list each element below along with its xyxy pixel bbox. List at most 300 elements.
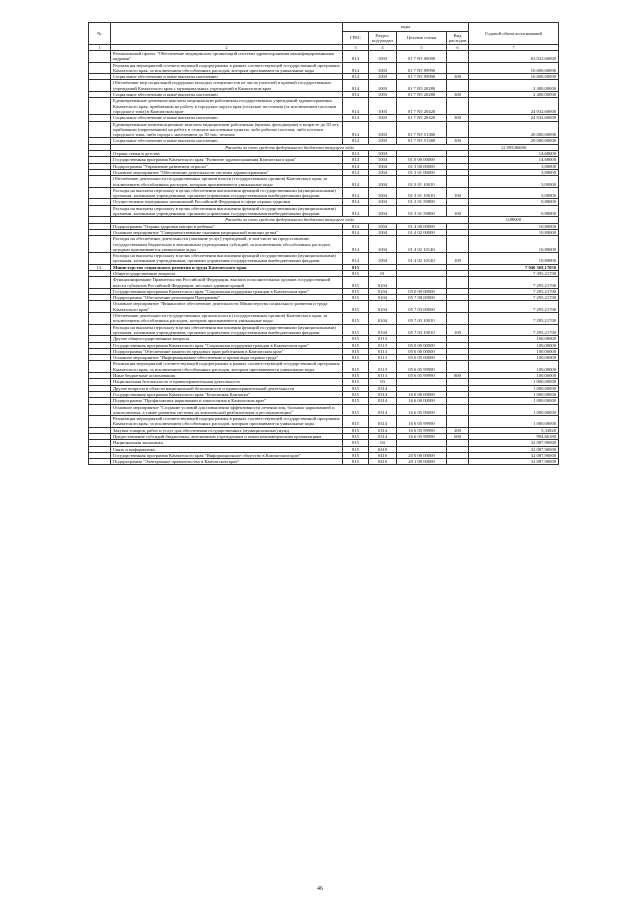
row-name: Реализация мероприятий соответствующей подпрограммы в рамках соответствующей государственной программы Камчатского края, за исключением обособленных расходов, которым присваиваются уникальные коды [111, 62, 343, 74]
row-target: 05 7 03 00000 [397, 301, 447, 313]
row-target: 01 3 01 10010 [397, 176, 447, 188]
row-expense-type: 300 [447, 92, 469, 98]
row-amount: 0,88000 [469, 205, 559, 217]
row-grbs: 814 [343, 205, 369, 217]
row-amount: 7 295,21700 [469, 324, 559, 336]
row-grbs: 815 [343, 336, 369, 342]
row-section: 1004 [369, 229, 397, 235]
header-name [111, 23, 343, 45]
row-amount: 32 087,90000 [469, 459, 559, 465]
row-target: 01 4 02 00000 [397, 229, 447, 235]
row-grbs: 814 [343, 115, 369, 121]
row-target: 01 7 N5 99990 [397, 74, 447, 80]
row-name: Расходы на выплаты персоналу в целях обеспечения выполнения функций государственными (муниципальными) органами, казенными учреждениями, органами управления государственными внебюджетными фондами [111, 324, 343, 336]
index-cell: 3 [343, 45, 369, 51]
table-row [89, 361, 559, 373]
index-cell: 6 [447, 45, 469, 51]
row-expense-type [447, 121, 469, 138]
row-amount: 14,68000 [469, 157, 559, 163]
row-name: Основное мероприятие "Финансовое обеспечение деятельности Министерства социального развития и труда Камчатского края" [111, 301, 343, 313]
row-name: Единовременные денежные выплаты медицинским работникам государственных учреждений здравоохранения Камчатского края, прибывшим на работу в городские округа края (сельские поселения (за исключением поселков городского типа) в Камчатском крае [111, 98, 343, 115]
row-target: 16 6 05 99990 [397, 427, 447, 433]
row-grbs: 815 [343, 385, 369, 391]
budget-table [88, 22, 559, 465]
note-text: Расходы за счет средств федерального бюджета текущего года [111, 217, 469, 223]
row-target: 01 3 01 00000 [397, 169, 447, 175]
row-target: 01 7 N5 20280 [397, 92, 447, 98]
row-grbs: 815 [343, 270, 369, 276]
row-section: 0104 [369, 288, 397, 294]
row-amount: 14,68000 [469, 151, 559, 157]
row-section: 1004 [369, 236, 397, 253]
row-name: Расходы на выплаты персоналу в целях обеспечения выполнения функций государственными (муниципальными) органами, казенными учреждениями, органами управления государственными внебюджетными фондами [111, 205, 343, 217]
row-section: 1004 [369, 223, 397, 229]
note-text: Расходы за счет средств федерального бюджета текущего года [111, 144, 469, 150]
row-amount: 10,80000 [469, 236, 559, 253]
row-name: Закупка товаров, работ и услуг для обеспечения государственных (муниципальных) нужд [111, 427, 343, 433]
row-target: 01 7 N5 20280 [397, 80, 447, 92]
header-grbs: ГРБС [343, 32, 369, 45]
row-amount: 7 395,21700 [469, 270, 559, 276]
row-expense-type [447, 98, 469, 115]
row-name: Подпрограмма "Профилактика наркомании и алкоголизма в Камчатском крае" [111, 398, 343, 404]
row-target: 20 0 00 00000 [397, 452, 447, 458]
row-target: 01 3 01 59800 [397, 199, 447, 205]
row-section: 0104 [369, 277, 397, 289]
row-name: Основное мероприятие "Совершенствование оказания медицинской помощи детям" [111, 229, 343, 235]
row-grbs: 815 [343, 398, 369, 404]
row-section: 1003 [369, 98, 397, 115]
row-grbs: 815 [343, 342, 369, 348]
row-amount: 20 000,00000 [469, 121, 559, 138]
row-amount: 5,33820 [469, 427, 559, 433]
row-amount: 32 087,90000 [469, 440, 559, 446]
row-expense-type [447, 80, 469, 92]
row-section: 0113 [369, 355, 397, 361]
row-amount: 1 000,00000 [469, 416, 559, 428]
row-name: Государственная программа Камчатского края "Информационное общество в Камчатском крае" [111, 452, 343, 458]
row-expense-type: 300 [447, 74, 469, 80]
row-target: 01 7 N5 51380 [397, 138, 447, 144]
row-section: 03 [369, 379, 397, 385]
table-row [89, 187, 559, 199]
row-expense-type [447, 459, 469, 465]
row-amount: 100,00000 [469, 348, 559, 354]
row-name: Подпрограмма "Обеспечение занятости трудовых прав работников в Камчатском крае" [111, 348, 343, 354]
row-section: 1003 [369, 51, 397, 63]
row-grbs: 815 [343, 277, 369, 289]
row-number [89, 187, 111, 199]
table-row [89, 80, 559, 92]
row-section: 0104 [369, 301, 397, 313]
table-row [89, 301, 559, 313]
row-grbs: 814 [343, 223, 369, 229]
table-row [89, 98, 559, 115]
table-row [89, 459, 559, 465]
row-name: Министерство социального развития и труда Камчатского края [111, 264, 343, 270]
row-grbs: 815 [343, 434, 369, 440]
row-grbs: 815 [343, 459, 369, 465]
row-grbs: 814 [343, 157, 369, 163]
row-section: 0113 [369, 373, 397, 379]
row-amount: 10,80000 [469, 253, 559, 265]
header-expense: Вид расходов [447, 32, 469, 45]
table-row [89, 62, 559, 74]
row-section: 1003 [369, 138, 397, 144]
row-number [89, 277, 111, 289]
row-amount: 100,00000 [469, 342, 559, 348]
row-grbs: 814 [343, 98, 369, 115]
note-amount: 12 095,86600 [469, 144, 559, 150]
row-expense-type: 800 [447, 373, 469, 379]
row-section: 1004 [369, 157, 397, 163]
table-row [89, 277, 559, 289]
row-target: 05 6 05 99990 [397, 373, 447, 379]
row-grbs: 815 [343, 295, 369, 301]
row-number [89, 416, 111, 428]
row-section: 0410 [369, 459, 397, 465]
row-amount: 1 000,00000 [469, 398, 559, 404]
note-amount: 0,88000 [469, 217, 559, 223]
row-grbs: 815 [343, 391, 369, 397]
row-name: Предоставление субсидий бюджетным, автономным учреждениям и иным некоммерческим организациям [111, 434, 343, 440]
row-amount: 2 400,00000 [469, 80, 559, 92]
header-codes: коды [343, 23, 469, 32]
row-grbs: 814 [343, 138, 369, 144]
row-target: 05 0 00 00000 [397, 288, 447, 294]
row-grbs: 814 [343, 169, 369, 175]
table-row [89, 121, 559, 138]
row-amount: 32 087,90000 [469, 452, 559, 458]
header-amount: Годовой объем ассигнований [469, 23, 559, 45]
row-section: 0314 [369, 398, 397, 404]
header-target: Целевая статья [397, 32, 447, 45]
row-amount: 1 000,00000 [469, 385, 559, 391]
row-section: 0113 [369, 348, 397, 354]
row-target: 01 7 N5 20420 [397, 115, 447, 121]
row-name: Подпрограмма "Электронное правительство в Камчатском крае" [111, 459, 343, 465]
table-row [89, 313, 559, 325]
row-grbs: 815 [343, 313, 369, 325]
row-section: 0314 [369, 391, 397, 397]
row-name: Государственная программа Камчатского края "Социальная поддержка граждан в Камчатском крае" [111, 288, 343, 294]
row-grbs: 815 [343, 440, 369, 446]
row-target [397, 277, 447, 289]
index-cell: 2 [111, 45, 343, 51]
row-amount: 3,00000 [469, 187, 559, 199]
row-name: Единовременные компенсационные выплаты медицинским работникам (врачам, фельдшерам) в возрасте до 50 лет, прибывшим (переехавшим) на работу в сельские населенные пункты, либо рабочие поселки, либо поселки городского типа, либо города с населением до 50 тыс. человек [111, 121, 343, 138]
row-number [89, 205, 111, 217]
row-number [89, 313, 111, 325]
row-section: 04 [369, 440, 397, 446]
page-number: 46 [317, 886, 323, 892]
row-name: Обеспечение деятельности государственных органов власти (государственных органов) Камчатского края, за исключением обособленных расходов, которым присваиваются уникальные коды [111, 313, 343, 325]
row-amount: 100,00000 [469, 355, 559, 361]
budget-document [88, 22, 558, 465]
row-name: Общегосударственные вопросы [111, 270, 343, 276]
row-grbs: 814 [343, 151, 369, 157]
row-target: 05 6 05 99990 [397, 361, 447, 373]
row-grbs: 815 [343, 373, 369, 379]
row-section: 0113 [369, 361, 397, 373]
row-section: 0314 [369, 427, 397, 433]
row-target: 05 7 03 10010 [397, 324, 447, 336]
row-name: Связь и информатика [111, 446, 343, 452]
row-target: 05 6 00 00000 [397, 348, 447, 354]
row-name: Расходы на выплаты персоналу в целях обеспечения выполнения функций государственными (муниципальными) органами, казенными учреждениями, органами управления государственными внебюджетными фондами [111, 253, 343, 265]
row-name: Другие общегосударственные вопросы [111, 336, 343, 342]
row-expense-type [447, 301, 469, 313]
row-number [89, 324, 111, 336]
row-number [89, 253, 111, 265]
row-section: 0314 [369, 416, 397, 428]
row-amount: 1 000,00000 [469, 404, 559, 416]
table-row [89, 253, 559, 265]
row-amount: 7 946 368,17050 [469, 264, 559, 270]
row-grbs: 814 [343, 253, 369, 265]
row-amount: 7 295,21700 [469, 301, 559, 313]
row-name: Социальное обеспечение и иные выплаты населению [111, 74, 343, 80]
table-row [89, 205, 559, 217]
row-section: 1003 [369, 92, 397, 98]
row-target: 05 7 00 00000 [397, 295, 447, 301]
row-section: 1003 [369, 121, 397, 138]
row-amount: 7 295,21700 [469, 313, 559, 325]
row-amount: 16 600,00000 [469, 62, 559, 74]
row-name: Социальное обеспечение и иные выплаты населению [111, 92, 343, 98]
row-section: 1003 [369, 80, 397, 92]
row-expense-type [447, 313, 469, 325]
row-grbs: 815 [343, 361, 369, 373]
row-target: 20 1 00 00000 [397, 459, 447, 465]
row-amount: 10,80000 [469, 223, 559, 229]
row-grbs: 815 [343, 379, 369, 385]
row-number [89, 80, 111, 92]
row-number [89, 301, 111, 313]
row-expense-type [447, 361, 469, 373]
row-amount: 10,80000 [469, 229, 559, 235]
row-number [89, 176, 111, 188]
row-name: Основное мероприятие "Создание условий для повышения эффективности лечения лиц, больных наркоманией и алкоголизмом, а также развития системы их комплексной реабилитации и ресоциализации" [111, 404, 343, 416]
row-section: 1004 [369, 151, 397, 157]
table-body [89, 51, 559, 465]
row-name: Региональный проект "Обеспечение медицинских организаций системы здравоохранения квалифицированными кадрами" [111, 51, 343, 63]
row-target: 05 7 03 10010 [397, 313, 447, 325]
index-cell: 4 [369, 45, 397, 51]
row-grbs: 814 [343, 121, 369, 138]
row-amount: 2 400,00000 [469, 92, 559, 98]
row-target: 01 7 N5 99990 [397, 62, 447, 74]
row-expense-type: 300 [447, 115, 469, 121]
header-no: № [89, 23, 111, 45]
row-name: Подпрограмма "Охрана здоровья матери и ребенка" [111, 223, 343, 229]
row-target: 16 0 00 00000 [397, 391, 447, 397]
header-section: Раздел, под-раздел [369, 32, 397, 45]
row-section: 0410 [369, 452, 397, 458]
row-grbs: 815 [343, 416, 369, 428]
row-section: 1004 [369, 199, 397, 205]
row-name: Подпрограмма "Управление развитием отрасли" [111, 163, 343, 169]
row-section: 1003 [369, 115, 397, 121]
row-amount: 3,88000 [469, 169, 559, 175]
row-grbs: 814 [343, 199, 369, 205]
row-target: 05 0 00 00000 [397, 342, 447, 348]
row-grbs: 814 [343, 187, 369, 199]
row-name: Государственная программа Камчатского края "Развитие здравоохранения Камчатского края" [111, 157, 343, 163]
row-grbs: 815 [343, 446, 369, 452]
table-row [89, 236, 559, 253]
row-name: Реализация мероприятий соответствующей подпрограммы в рамках соответствующей государственной программы Камчатского края, за исключением обособленных расходов, которым присваиваются уникальные коды [111, 361, 343, 373]
row-amount: 20 000,00000 [469, 138, 559, 144]
row-section: 0314 [369, 385, 397, 391]
row-grbs: 815 [343, 264, 369, 270]
row-amount: 24 032,60000 [469, 115, 559, 121]
row-expense-type: 100 [447, 253, 469, 265]
row-target: 01 7 N5 51380 [397, 121, 447, 138]
row-section: 0314 [369, 404, 397, 416]
row-section: 1004 [369, 176, 397, 188]
table-row [89, 176, 559, 188]
row-section: 01 [369, 270, 397, 276]
row-name: Другие вопросы в области национальной безопасности и правоохранительной деятельности [111, 385, 343, 391]
row-amount: 7 295,21700 [469, 295, 559, 301]
row-grbs: 814 [343, 229, 369, 235]
row-expense-type: 600 [447, 434, 469, 440]
row-name: Социальное обеспечение и иные выплаты населению [111, 138, 343, 144]
row-expense-type: 100 [447, 187, 469, 199]
row-number [89, 121, 111, 138]
row-number [89, 404, 111, 416]
row-section: 0104 [369, 324, 397, 336]
row-name: Подпрограмма "Обеспечение реализации Программы" [111, 295, 343, 301]
row-grbs: 815 [343, 452, 369, 458]
row-grbs: 814 [343, 92, 369, 98]
row-name: Осуществление переданных полномочий Российской Федерации в сфере охраны здоровья [111, 199, 343, 205]
row-section: 0104 [369, 295, 397, 301]
row-target: 01 3 01 10010 [397, 187, 447, 199]
row-number [89, 98, 111, 115]
row-grbs: 814 [343, 80, 369, 92]
row-section: 1003 [369, 74, 397, 80]
row-amount: 7 295,21700 [469, 277, 559, 289]
index-cell: 7 [469, 45, 559, 51]
table-row [89, 404, 559, 416]
row-target: 01 0 00 00000 [397, 157, 447, 163]
row-target: 01 4 00 00000 [397, 223, 447, 229]
row-target: 16 6 05 99990 [397, 434, 447, 440]
row-grbs: 815 [343, 355, 369, 361]
row-expense-type: 100 [447, 324, 469, 336]
row-number: 13. [89, 264, 111, 270]
row-amount: 3,88000 [469, 163, 559, 169]
row-name: Расходы на обеспечение деятельности (оказание услуг) учреждений, в том числе на предоставление государственным бюджетным и автономным учреждениям субсидий, за исключением обособленных расходов, которым присваиваются уникальные коды [111, 236, 343, 253]
row-target: 01 3 00 00000 [397, 163, 447, 169]
row-grbs: 814 [343, 62, 369, 74]
row-name: Расходы на выплаты персоналу в целях обеспечения выполнения функций государственными (муниципальными) органами, казенными учреждениями, органами управления государственными внебюджетными фондами [111, 187, 343, 199]
row-section: 0410 [369, 446, 397, 452]
row-amount: 100,00000 [469, 373, 559, 379]
row-expense-type [447, 176, 469, 188]
row-name: Социальное обеспечение и иные выплаты населению [111, 115, 343, 121]
row-amount: 0,88000 [469, 199, 559, 205]
row-amount: 1 000,00000 [469, 391, 559, 397]
row-grbs: 814 [343, 51, 369, 63]
index-cell: 1 [89, 45, 111, 51]
row-expense-type [447, 277, 469, 289]
row-name: Основное мероприятие "Информационное обеспечение и пропаганда охраны труда" [111, 355, 343, 361]
row-amount: 63 032,60000 [469, 51, 559, 63]
row-target: 01 3 01 59800 [397, 205, 447, 217]
row-amount: 1 000,00000 [469, 379, 559, 385]
row-amount: 994,66180 [469, 434, 559, 440]
row-section: 0104 [369, 313, 397, 325]
row-expense-type: 100 [447, 205, 469, 217]
row-number [89, 51, 111, 63]
row-grbs: 814 [343, 163, 369, 169]
row-target: 01 4 02 10140 [397, 253, 447, 265]
row-expense-type: 200 [447, 427, 469, 433]
row-grbs: 815 [343, 427, 369, 433]
index-cell: 5 [397, 45, 447, 51]
row-number [89, 62, 111, 74]
row-name: Государственная программа Камчатского края "Социальная поддержка граждан в Камчатском крае" [111, 342, 343, 348]
row-amount: 100,00000 [469, 336, 559, 342]
table-row [89, 51, 559, 63]
header-row-1 [89, 23, 559, 32]
row-expense-type [447, 416, 469, 428]
row-grbs: 815 [343, 404, 369, 416]
row-name: Реализация мероприятий соответствующей подпрограммы в рамках соответствующей государственной программы Камчатского края, за исключением обособленных расходов, которым присваиваются уникальные коды [111, 416, 343, 428]
row-section: 0113 [369, 342, 397, 348]
row-name: Охрана семьи и детства [111, 151, 343, 157]
row-target: 16 6 00 00000 [397, 398, 447, 404]
row-section: 1004 [369, 169, 397, 175]
row-grbs: 815 [343, 324, 369, 336]
row-grbs: 815 [343, 288, 369, 294]
row-amount: 24 032,60000 [469, 98, 559, 115]
row-section: 1004 [369, 253, 397, 265]
row-target: 01 4 02 10140 [397, 236, 447, 253]
row-target: 01 7 N5 20420 [397, 98, 447, 115]
table-row [89, 324, 559, 336]
row-amount: 3,00000 [469, 176, 559, 188]
row-name: Обеспечение мер социальной поддержки молодых специалистов из числа учителей в краевой государственных учреждений Камчатского края с муниципальных учреждений в Камчатском крае [111, 80, 343, 92]
row-section: 1004 [369, 163, 397, 169]
row-amount: 16 600,00000 [469, 74, 559, 80]
row-grbs: 814 [343, 236, 369, 253]
row-section: 1004 [369, 187, 397, 199]
row-expense-type [447, 62, 469, 74]
row-target: 16 6 05 99990 [397, 416, 447, 428]
row-target: 01 7 N5 00000 [397, 51, 447, 63]
row-number [89, 236, 111, 253]
row-number [89, 459, 111, 465]
row-name: Функционирование Правительства Российской Федерации, высших исполнительных органов государственной власти субъектов Российской Федерации, местных администраций [111, 277, 343, 289]
row-expense-type [447, 236, 469, 253]
row-grbs: 815 [343, 301, 369, 313]
row-name: Государственная программа Камчатского края "Безопасная Камчатка" [111, 391, 343, 397]
row-name: Основное мероприятие "Обеспечение деятельности системы здравоохранения" [111, 169, 343, 175]
row-section: 1004 [369, 205, 397, 217]
row-target: 05 6 05 00000 [397, 355, 447, 361]
row-expense-type [447, 51, 469, 63]
row-expense-type: 300 [447, 138, 469, 144]
row-amount: 7 295,21700 [469, 288, 559, 294]
row-name: Обеспечение деятельности государственных органов власти (государственных органов) Камчатского края, за исключением обособленных расходов, которым присваиваются уникальные коды [111, 176, 343, 188]
row-section: 0113 [369, 336, 397, 342]
row-amount: 100,00000 [469, 361, 559, 373]
row-target: 16 6 05 00000 [397, 404, 447, 416]
